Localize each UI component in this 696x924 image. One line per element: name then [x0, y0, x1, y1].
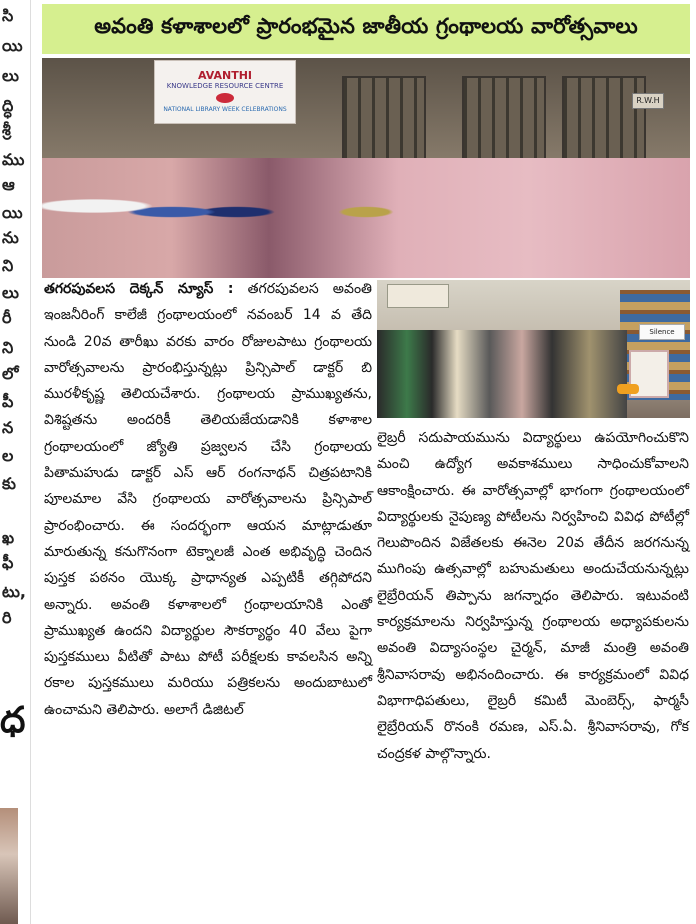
silence-sign: Silence: [639, 324, 685, 340]
prev-col-fragment: ఫీ: [2, 553, 14, 572]
group-of-attendees: [377, 330, 627, 418]
lamp-flowers: [617, 384, 639, 394]
prev-col-fragment: శ్రీ: [2, 120, 11, 139]
prev-col-fragment: యి: [2, 203, 23, 222]
prev-col-fragment: సి: [2, 6, 14, 25]
prev-col-fragment: పీ: [2, 392, 14, 411]
headline-text: అవంతి కళాశాలలో ప్రారంభమైన జాతీయ గ్రంథాలయ వారోత్సవాలు: [94, 14, 638, 38]
prev-col-fragment: న: [2, 418, 14, 437]
prev-col-fragment: లు: [2, 66, 19, 85]
prev-col-fragment: లో: [2, 364, 19, 383]
prev-col-fragment: రి: [2, 608, 12, 627]
previous-article-column: [0, 0, 31, 924]
prev-col-fragment: రీ: [2, 308, 12, 327]
window-grille: [342, 76, 426, 160]
prev-col-fragment: టు,: [2, 582, 26, 601]
banner-title: AVANTHI: [197, 69, 253, 82]
prev-col-fragment: లు: [2, 283, 19, 302]
article-right-text: లైబ్రరీ సదుపాయమును విద్యార్థులు ఉపయోగించుకొని మంచి ఉద్యోగ అవకాశములు సాధించుకోవాలని ఆకాంక్షించారు. ఈ వారోత్సవాల్లో భాగంగా గ్రంథాలయంలో విద్యార్థులకు నైపుణ్య పోటీలను నిర్వహించి వివిధ పోటీల్లో గెలుపొందిన విజేతలకు ఈనెల 20వ తేదీన జరగనున్న ముగింపు ఉత్సవాల్లో బహుమతులు అందుచేయనున్నట్లు లైబ్రేరియన్ తిప్పాను జగన్నాధం తెలిపారు. ఇటువంటి కార్యక్రమాలను నిర్వహిస్తున్న గ్రంథాలయ అధ్యాపకులను అవంతి విద్యాసంస్థల చైర్మన్, మాజీ మంత్రి అవంతి శ్రీనివాసరావు అభినందించారు. ఈ కార్యక్రమంలో వివిధ విభాగాధిపతులు, లైబ్రరీ కమిటీ మెంబెర్స్, ఫార్మసీ లైబ్రేరియన్ రొనంకి రమణ, ఎస్.ఏ. శ్రీనివాసరావు, గోక చంద్రకళ పాల్గొన్నారు.: [377, 430, 689, 762]
banner-event: NATIONAL LIBRARY WEEK CELEBRATIONS: [163, 106, 287, 113]
article-right-column: [377, 425, 689, 767]
prev-col-heading-fragment: ధ: [0, 700, 26, 741]
prev-col-photo: [0, 808, 18, 924]
event-banner: [154, 60, 296, 124]
article-left-column: [44, 276, 372, 723]
window-grille: [562, 76, 646, 160]
prev-col-fragment: ద్ధి: [2, 96, 14, 115]
prev-col-fragment: ఖ: [2, 528, 15, 547]
prev-col-fragment: ఆ: [2, 175, 15, 194]
group-photo: [42, 58, 690, 278]
crowd-of-people: [42, 158, 690, 278]
wall-sign: R.W.H: [632, 93, 664, 109]
prev-col-fragment: ని: [2, 256, 14, 275]
prev-col-fragment: ను: [2, 228, 19, 247]
headline: [42, 4, 690, 54]
article-dateline: తగరపువలస దెక్కన్ న్యూస్ :: [44, 281, 234, 297]
banner-subtitle: KNOWLEDGE RESOURCE CENTRE: [166, 82, 284, 90]
library-photo: [377, 280, 690, 418]
article-left-text: తగరపువలస అవంతి ఇంజనీరింగ్ కాలేజీ గ్రంథాలయంలో నవంబర్ 14 వ తేది నుండి 20వ తారీఖు వరకు వారం రోజులపాటు గ్రంథాలయ వారోత్సవాలను ప్రారంభిస్తున్నట్లు ప్రిన్సిపాల్ డాక్టర్ బి మురళీకృష్ణ తెలియచేశారు. గ్రంథాలయ ప్రాముఖ్యతను, విశిష్టతను అందరికీ తెలియజేయడానికి కళాశాల గ్రంథాలయంలో జ్యోతి ప్రజ్వలన చేసి గ్రంథాలయ పితామహుడు డాక్టర్ ఎస్ ఆర్ రంగనాథన్ చిత్రపటానికి పూలమాల వేసి గ్రంథాలయ వారోత్సవాలను ప్రిన్సిపాల్ ప్రారంభించారు. ఈ సందర్భంగా ఆయన మాట్లాడుతూ మారుతున్న కనుగొనంగా టెక్నాలజీ ఎంత అభివృద్ధి చెందిన పుస్తక పఠనం యొక్క ప్రాధాన్యత ఎప్పటికీ తగ్గిపోదని అన్నారు. అవంతి కళాశాలలో గ్రంథాలయానికి ఎంతో ప్రాముఖ్యత ఉందని విద్యార్థుల సౌకర్యార్థం 40 వేలు పైగా పుస్తకములు వీటితో పాటు పోటీ పరీక్షలకు కావలసిన అన్ని రకాల పుస్తకములు మరియు పత్రికలను అందుబాటులో ఉంచామని తెలిపారు. అలాగే డిజిటల్: [44, 281, 373, 718]
prev-col-fragment: యి: [2, 36, 23, 55]
prev-col-fragment: ల: [2, 446, 14, 465]
prev-col-fragment: కు: [2, 474, 16, 493]
prev-col-fragment: ని: [2, 338, 14, 357]
window-grille: [462, 76, 546, 160]
prev-col-fragment: ము: [2, 150, 25, 169]
notice-board: [387, 284, 449, 308]
banner-logo-icon: [216, 93, 234, 103]
